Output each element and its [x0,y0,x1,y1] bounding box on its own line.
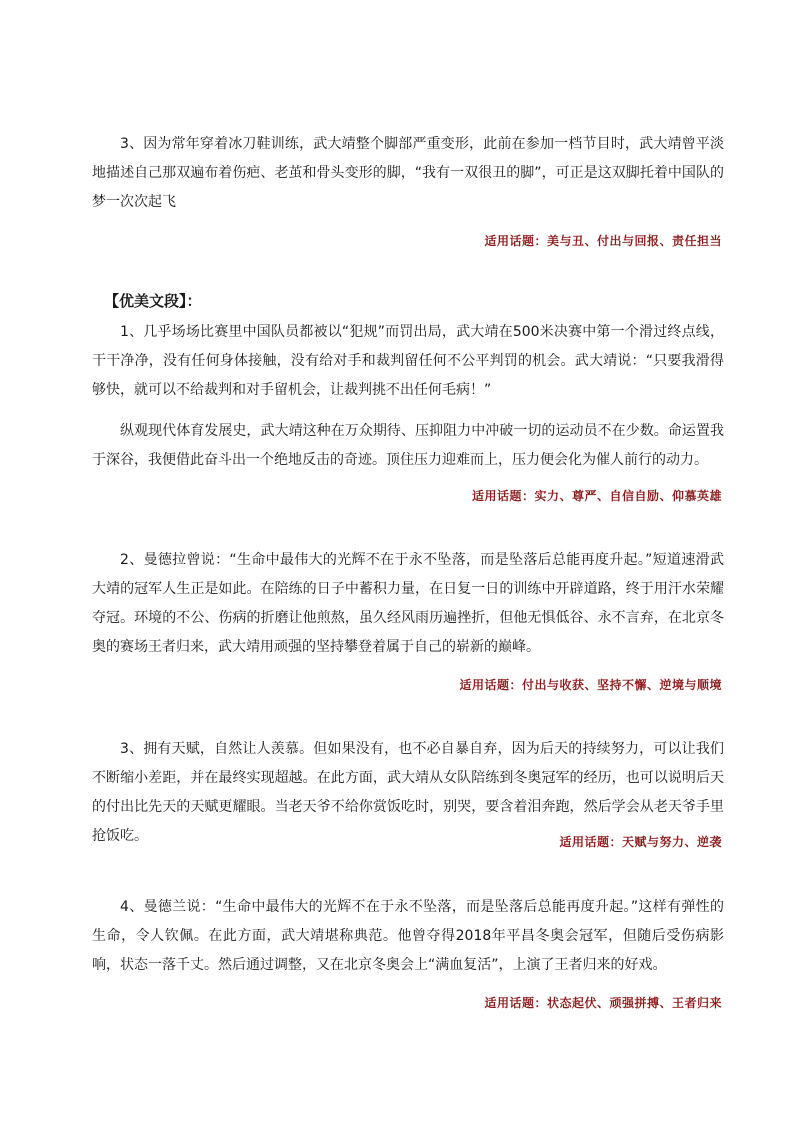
excerpt-3-paragraph: 3、拥有天赋，自然让人羡慕。但如果没有，也不必自暴自弃，因为后天的持续努力，可以让我们不断缩小差距，并在最终实现超越。在此方面，武大靖从女队陪练到冬奥冠军的经历，也可以说明后天的付出比先天的天赋更耀眼。当老天爷不给你赏饭吃时，别哭，要含着泪奔跑，然后学会从老天爷手里抢饭吃。 [92,741,724,844]
excerpt-4-paragraph: 4、曼德兰说：“生命中最伟大的光辉不在于永不坠落，而是坠落后总能再度升起。”这样有弹性的生命，令人钦佩。在此方面，武大靖堪称典范。他曾夺得2018年平昌冬奥会冠军，但随后受伤病影响，状态一落千丈。然后通过调整，又在北京冬奥会上“满血复活”，上演了王者归来的好戏。 [92,899,724,973]
topic-label-top: 适用话题：美与丑、付出与回报、责任担当 [484,234,722,248]
topic-label-excerpt-3: 适用话题：天赋与努力、逆袭 [559,835,722,849]
topic-label-excerpt-1: 适用话题：实力、尊严、自信自励、仰慕英雄 [471,489,722,503]
section-heading: 【优美文段】： [104,292,202,310]
paragraph-top-3: 3、因为常年穿着冰刀鞋训练，武大靖整个脚部严重变形，此前在参加一档节目时，武大靖曾平淡地描述自己那双遍布着伤疤、老茧和骨头变形的脚，“我有一双很丑的脚”，可正是这双脚托着中国队的梦一次次起飞 [92,136,724,210]
topic-label-excerpt-2: 适用话题：付出与收获、坚持不懈、逆境与顺境 [459,678,722,692]
excerpt-1-paragraph: 1、几乎场场比赛里中国队员都被以“犯规”而罚出局，武大靖在500米决赛中第一个滑过终点线，干干净净，没有任何身体接触，没有给对手和裁判留任何不公平判罚的机会。武大靖说：“只要我滑得够快，就可以不给裁判和对手留机会，让裁判挑不出任何毛病！” [92,324,724,398]
excerpt-1-paragraph-2: 纵观现代体育发展史，武大靖这种在万众期待、压抑阻力中冲破一切的运动员不在少数。命运置我于深谷，我便借此奋斗出一个绝地反击的奇迹。顶住压力迎难而上，压力便会化为催人前行的动力。 [92,423,724,468]
topic-label-excerpt-4: 适用话题：状态起伏、顽强拼搏、王者归来 [484,996,722,1010]
excerpt-2-paragraph: 2、曼德拉曾说：“生命中最伟大的光辉不在于永不坠落，而是坠落后总能再度升起。”短道速滑武大靖的冠军人生正是如此。在陪练的日子中蓄积力量，在日复一日的训练中开辟道路，终于用汗水荣耀夺冠。环境的不公、伤病的折磨让他煎熬，虽久经风雨历遍挫折，但他无惧低谷、永不言弃，在北京冬奥的赛场王者归来，武大靖用顽强的坚持攀登着属于自己的崭新的巅峰。 [92,552,724,655]
